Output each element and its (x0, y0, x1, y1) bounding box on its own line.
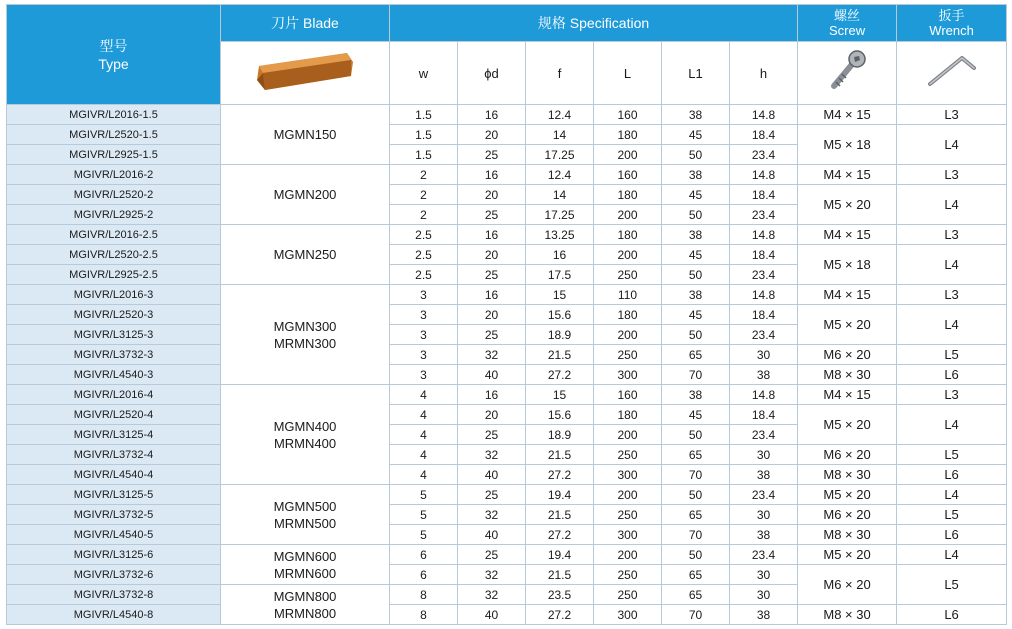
screw-header-cn: 螺丝 (834, 8, 861, 23)
spec-L1-cell: 50 (662, 325, 730, 345)
spec-L-cell: 200 (594, 485, 662, 505)
grooving-insert-icon (253, 48, 357, 94)
wrench-cell: L4 (897, 185, 1007, 225)
table-row (7, 345, 1007, 365)
type-cell: MGIVR/L2925-2.5 (7, 265, 221, 285)
spec-f-cell: 27.2 (526, 525, 594, 545)
screw-cell: M6 × 20 (798, 445, 897, 465)
blade-model: MRMN800 (273, 605, 337, 621)
screw-cell: M4 × 15 (798, 285, 897, 305)
spec-w-cell: 6 (390, 545, 458, 565)
blade-model: MRMN600 (273, 565, 337, 581)
blade-model: MGMN400 (273, 418, 337, 434)
spec-L-cell: 160 (594, 165, 662, 185)
spec-h-cell: 23.4 (730, 425, 798, 445)
spec-d-cell: 16 (458, 385, 526, 405)
type-cell: MGIVR/L2016-4 (7, 385, 221, 405)
screw-cell: M5 × 20 (798, 305, 897, 345)
spec-f-cell: 12.4 (526, 105, 594, 125)
type-header-cn: 型号 (99, 37, 128, 54)
spec-h-cell: 30 (730, 585, 798, 605)
col-f: f (526, 42, 594, 105)
col-d: ϕd (458, 42, 526, 105)
spec-w-cell: 8 (390, 585, 458, 605)
blade-cell (221, 385, 390, 485)
screw-cell: M5 × 20 (798, 185, 897, 225)
type-cell: MGIVR/L3125-6 (7, 545, 221, 565)
spec-L-cell: 300 (594, 365, 662, 385)
spec-h-cell: 14.8 (730, 225, 798, 245)
type-cell: MGIVR/L3732-3 (7, 345, 221, 365)
type-cell: MGIVR/L2520-1.5 (7, 125, 221, 145)
spec-h-cell: 30 (730, 505, 798, 525)
screw-cell: M4 × 15 (798, 105, 897, 125)
spec-w-cell: 3 (390, 325, 458, 345)
wrench-cell: L3 (897, 165, 1007, 185)
table-row (7, 485, 1007, 505)
spec-f-cell: 17.25 (526, 145, 594, 165)
spec-w-cell: 1.5 (390, 145, 458, 165)
spec-d-cell: 25 (458, 145, 526, 165)
table-row (7, 465, 1007, 485)
wrench-cell: L3 (897, 105, 1007, 125)
type-cell: MGIVR/L2016-2.5 (7, 225, 221, 245)
screw-header-en: Screw (829, 23, 866, 38)
table-row (7, 245, 1007, 265)
spec-L-cell: 200 (594, 245, 662, 265)
spec-L-cell: 200 (594, 325, 662, 345)
spec-d-cell: 32 (458, 505, 526, 525)
spec-f-cell: 15.6 (526, 305, 594, 325)
spec-L-cell: 250 (594, 505, 662, 525)
spec-L1-cell: 45 (662, 305, 730, 325)
spec-w-cell: 2.5 (390, 225, 458, 245)
spec-d-cell: 20 (458, 405, 526, 425)
wrench-cell: L5 (897, 505, 1007, 525)
spec-w-cell: 3 (390, 285, 458, 305)
table-header (7, 5, 1007, 105)
type-cell: MGIVR/L2520-2.5 (7, 245, 221, 265)
spec-h-cell: 38 (730, 365, 798, 385)
spec-f-cell: 14 (526, 125, 594, 145)
spec-w-cell: 5 (390, 485, 458, 505)
spec-h-cell: 14.8 (730, 285, 798, 305)
col-w: w (390, 42, 458, 105)
blade-cell (221, 585, 390, 625)
spec-w-cell: 2 (390, 205, 458, 225)
spec-L-cell: 160 (594, 105, 662, 125)
spec-w-cell: 2.5 (390, 265, 458, 285)
spec-L-cell: 300 (594, 465, 662, 485)
screw-cell: M5 × 20 (798, 545, 897, 565)
spec-d-cell: 25 (458, 265, 526, 285)
blade-model: MRMN300 (273, 335, 337, 351)
spec-L-cell: 180 (594, 185, 662, 205)
spec-w-cell: 3 (390, 365, 458, 385)
table-row (7, 185, 1007, 205)
spec-h-cell: 18.4 (730, 305, 798, 325)
table-row (7, 405, 1007, 425)
screw-cell: M5 × 18 (798, 125, 897, 165)
spec-d-cell: 32 (458, 585, 526, 605)
type-cell: MGIVR/L2520-2 (7, 185, 221, 205)
screw-cell: M6 × 20 (798, 345, 897, 365)
spec-L1-cell: 45 (662, 405, 730, 425)
blade-model: MGMN300 (273, 318, 337, 334)
spec-f-cell: 17.5 (526, 265, 594, 285)
spec-d-cell: 20 (458, 185, 526, 205)
col-L1: L1 (662, 42, 730, 105)
spec-h-cell: 30 (730, 565, 798, 585)
spec-d-cell: 32 (458, 565, 526, 585)
wrench-cell: L5 (897, 345, 1007, 365)
spec-h-cell: 38 (730, 605, 798, 625)
spec-d-cell: 40 (458, 525, 526, 545)
type-cell: MGIVR/L3125-3 (7, 325, 221, 345)
spec-w-cell: 4 (390, 385, 458, 405)
wrench-cell: L4 (897, 485, 1007, 505)
spec-L1-cell: 65 (662, 585, 730, 605)
screw-cell: M5 × 20 (798, 485, 897, 505)
spec-w-cell: 2 (390, 185, 458, 205)
spec-L1-cell: 70 (662, 605, 730, 625)
table-row (7, 125, 1007, 145)
wrench-cell: L4 (897, 545, 1007, 565)
table-row (7, 165, 1007, 185)
screw-cell: M6 × 20 (798, 565, 897, 605)
spec-h-cell: 38 (730, 525, 798, 545)
spec-h-cell: 18.4 (730, 245, 798, 265)
wrench-header-cn: 扳手 (938, 8, 965, 23)
spec-L1-cell: 38 (662, 165, 730, 185)
spec-L1-cell: 70 (662, 365, 730, 385)
blade-model: MGMN800 (273, 588, 337, 604)
spec-h-cell: 14.8 (730, 105, 798, 125)
table-row (7, 285, 1007, 305)
spec-L1-cell: 65 (662, 505, 730, 525)
hex-wrench-icon (922, 48, 982, 94)
spec-L-cell: 300 (594, 605, 662, 625)
spec-f-cell: 19.4 (526, 485, 594, 505)
blade-model: MGMN200 (273, 187, 337, 202)
type-cell: MGIVR/L3732-6 (7, 565, 221, 585)
spec-w-cell: 4 (390, 405, 458, 425)
type-cell: MGIVR/L4540-3 (7, 365, 221, 385)
type-cell: MGIVR/L2925-2 (7, 205, 221, 225)
spec-L1-cell: 50 (662, 545, 730, 565)
type-cell: MGIVR/L3732-8 (7, 585, 221, 605)
table-row (7, 105, 1007, 125)
type-cell: MGIVR/L2925-1.5 (7, 145, 221, 165)
type-cell: MGIVR/L4540-8 (7, 605, 221, 625)
spec-f-cell: 23.5 (526, 585, 594, 605)
spec-L-cell: 180 (594, 125, 662, 145)
spec-h-cell: 30 (730, 345, 798, 365)
spec-L1-cell: 70 (662, 525, 730, 545)
spec-f-cell: 21.5 (526, 505, 594, 525)
screw-cell: M6 × 20 (798, 505, 897, 525)
spec-w-cell: 2 (390, 165, 458, 185)
spec-L1-cell: 65 (662, 445, 730, 465)
spec-L-cell: 300 (594, 525, 662, 545)
spec-h-cell: 23.4 (730, 325, 798, 345)
spec-table-container (6, 4, 1006, 625)
table-row (7, 305, 1007, 325)
spec-L-cell: 200 (594, 545, 662, 565)
blade-model: MRMN500 (273, 515, 337, 531)
spec-L1-cell: 65 (662, 565, 730, 585)
spec-d-cell: 25 (458, 425, 526, 445)
spec-f-cell: 16 (526, 245, 594, 265)
spec-d-cell: 25 (458, 545, 526, 565)
spec-w-cell: 2.5 (390, 245, 458, 265)
spec-w-cell: 4 (390, 425, 458, 445)
spec-L1-cell: 45 (662, 125, 730, 145)
blade-cell (221, 165, 390, 225)
table-row (7, 545, 1007, 565)
spec-L-cell: 250 (594, 265, 662, 285)
type-header (7, 5, 221, 105)
spec-d-cell: 25 (458, 325, 526, 345)
spec-L-cell: 200 (594, 425, 662, 445)
spec-f-cell: 13.25 (526, 225, 594, 245)
spec-f-cell: 19.4 (526, 545, 594, 565)
wrench-cell: L3 (897, 385, 1007, 405)
spec-table (6, 4, 1007, 625)
screw-cell: M8 × 30 (798, 465, 897, 485)
spec-L-cell: 200 (594, 205, 662, 225)
screw-cell: M4 × 15 (798, 225, 897, 245)
table-body (7, 105, 1007, 625)
type-cell: MGIVR/L3125-4 (7, 425, 221, 445)
spec-f-cell: 15.6 (526, 405, 594, 425)
spec-d-cell: 25 (458, 485, 526, 505)
spec-d-cell: 40 (458, 605, 526, 625)
spec-L1-cell: 50 (662, 425, 730, 445)
spec-L1-cell: 65 (662, 345, 730, 365)
blade-cell (221, 545, 390, 585)
blade-cell (221, 485, 390, 545)
spec-h-cell: 23.4 (730, 485, 798, 505)
spec-d-cell: 16 (458, 285, 526, 305)
spec-d-cell: 16 (458, 105, 526, 125)
blade-cell (221, 105, 390, 165)
spec-L1-cell: 70 (662, 465, 730, 485)
type-cell: MGIVR/L2016-1.5 (7, 105, 221, 125)
spec-h-cell: 38 (730, 465, 798, 485)
spec-h-cell: 18.4 (730, 125, 798, 145)
screw-image-cell (798, 42, 897, 105)
spec-L1-cell: 38 (662, 285, 730, 305)
spec-L1-cell: 45 (662, 185, 730, 205)
screw-cell: M4 × 15 (798, 385, 897, 405)
spec-f-cell: 14 (526, 185, 594, 205)
spec-header: 规格 Specification (390, 5, 798, 42)
wrench-cell: L3 (897, 225, 1007, 245)
blade-model: MGMN250 (273, 247, 337, 262)
table-row (7, 225, 1007, 245)
spec-w-cell: 4 (390, 465, 458, 485)
type-cell: MGIVR/L3732-5 (7, 505, 221, 525)
type-cell: MGIVR/L2520-3 (7, 305, 221, 325)
spec-h-cell: 23.4 (730, 265, 798, 285)
blade-model: MGMN150 (273, 127, 337, 142)
spec-f-cell: 27.2 (526, 605, 594, 625)
blade-header: 刀片 Blade (221, 5, 390, 42)
spec-f-cell: 21.5 (526, 445, 594, 465)
col-h: h (730, 42, 798, 105)
spec-f-cell: 27.2 (526, 465, 594, 485)
type-cell: MGIVR/L4540-4 (7, 465, 221, 485)
spec-L1-cell: 38 (662, 385, 730, 405)
wrench-cell: L3 (897, 285, 1007, 305)
blade-model: MGMN600 (273, 548, 337, 564)
type-cell: MGIVR/L4540-5 (7, 525, 221, 545)
spec-w-cell: 3 (390, 305, 458, 325)
wrench-cell: L6 (897, 525, 1007, 545)
spec-w-cell: 5 (390, 525, 458, 545)
table-row (7, 445, 1007, 465)
type-cell: MGIVR/L2520-4 (7, 405, 221, 425)
spec-L-cell: 200 (594, 145, 662, 165)
blade-image-cell (221, 42, 390, 105)
spec-h-cell: 18.4 (730, 405, 798, 425)
type-cell: MGIVR/L3125-5 (7, 485, 221, 505)
spec-w-cell: 8 (390, 605, 458, 625)
spec-d-cell: 16 (458, 165, 526, 185)
wrench-cell: L4 (897, 245, 1007, 285)
spec-L-cell: 160 (594, 385, 662, 405)
spec-L1-cell: 50 (662, 145, 730, 165)
spec-h-cell: 23.4 (730, 145, 798, 165)
wrench-cell: L4 (897, 405, 1007, 445)
spec-L-cell: 250 (594, 565, 662, 585)
spec-L-cell: 110 (594, 285, 662, 305)
spec-L1-cell: 45 (662, 245, 730, 265)
spec-f-cell: 15 (526, 285, 594, 305)
spec-w-cell: 4 (390, 445, 458, 465)
table-row (7, 365, 1007, 385)
blade-cell (221, 225, 390, 285)
spec-d-cell: 32 (458, 345, 526, 365)
spec-L1-cell: 38 (662, 105, 730, 125)
spec-h-cell: 18.4 (730, 185, 798, 205)
screw-header (798, 5, 897, 42)
spec-d-cell: 20 (458, 305, 526, 325)
screw-cell: M5 × 18 (798, 245, 897, 285)
spec-L-cell: 250 (594, 445, 662, 465)
blade-model: MRMN400 (273, 435, 337, 451)
spec-h-cell: 14.8 (730, 385, 798, 405)
screw-icon (824, 48, 870, 94)
spec-L-cell: 180 (594, 405, 662, 425)
table-row (7, 565, 1007, 585)
spec-d-cell: 25 (458, 205, 526, 225)
wrench-cell: L6 (897, 605, 1007, 625)
type-cell: MGIVR/L2016-2 (7, 165, 221, 185)
spec-d-cell: 20 (458, 125, 526, 145)
spec-h-cell: 14.8 (730, 165, 798, 185)
spec-w-cell: 1.5 (390, 105, 458, 125)
blade-cell (221, 285, 390, 385)
type-cell: MGIVR/L3732-4 (7, 445, 221, 465)
table-row (7, 605, 1007, 625)
spec-d-cell: 16 (458, 225, 526, 245)
spec-w-cell: 6 (390, 565, 458, 585)
wrench-cell: L4 (897, 305, 1007, 345)
spec-h-cell: 30 (730, 445, 798, 465)
screw-cell: M8 × 30 (798, 365, 897, 385)
table-row (7, 385, 1007, 405)
spec-f-cell: 18.9 (526, 325, 594, 345)
spec-f-cell: 27.2 (526, 365, 594, 385)
wrench-cell: L6 (897, 465, 1007, 485)
spec-f-cell: 21.5 (526, 565, 594, 585)
spec-d-cell: 40 (458, 365, 526, 385)
spec-w-cell: 5 (390, 505, 458, 525)
wrench-image-cell (897, 42, 1007, 105)
spec-L-cell: 250 (594, 585, 662, 605)
spec-w-cell: 1.5 (390, 125, 458, 145)
spec-L1-cell: 38 (662, 225, 730, 245)
wrench-header (897, 5, 1007, 42)
spec-L-cell: 250 (594, 345, 662, 365)
spec-d-cell: 40 (458, 465, 526, 485)
screw-cell: M5 × 20 (798, 405, 897, 445)
screw-cell: M8 × 30 (798, 525, 897, 545)
spec-h-cell: 23.4 (730, 205, 798, 225)
type-header-en: Type (98, 55, 129, 72)
col-L: L (594, 42, 662, 105)
screw-cell: M4 × 15 (798, 165, 897, 185)
spec-f-cell: 17.25 (526, 205, 594, 225)
wrench-cell: L4 (897, 125, 1007, 165)
type-cell: MGIVR/L2016-3 (7, 285, 221, 305)
spec-d-cell: 20 (458, 245, 526, 265)
spec-f-cell: 18.9 (526, 425, 594, 445)
spec-L1-cell: 50 (662, 485, 730, 505)
spec-L-cell: 180 (594, 305, 662, 325)
spec-h-cell: 23.4 (730, 545, 798, 565)
spec-f-cell: 21.5 (526, 345, 594, 365)
blade-model: MGMN500 (273, 498, 337, 514)
spec-f-cell: 15 (526, 385, 594, 405)
screw-cell: M8 × 30 (798, 605, 897, 625)
table-row (7, 525, 1007, 545)
wrench-cell: L5 (897, 445, 1007, 465)
wrench-header-en: Wrench (929, 23, 974, 38)
wrench-cell: L5 (897, 565, 1007, 605)
spec-L1-cell: 50 (662, 205, 730, 225)
spec-L-cell: 180 (594, 225, 662, 245)
spec-d-cell: 32 (458, 445, 526, 465)
table-row (7, 505, 1007, 525)
wrench-cell: L6 (897, 365, 1007, 385)
spec-f-cell: 12.4 (526, 165, 594, 185)
spec-w-cell: 3 (390, 345, 458, 365)
spec-L1-cell: 50 (662, 265, 730, 285)
